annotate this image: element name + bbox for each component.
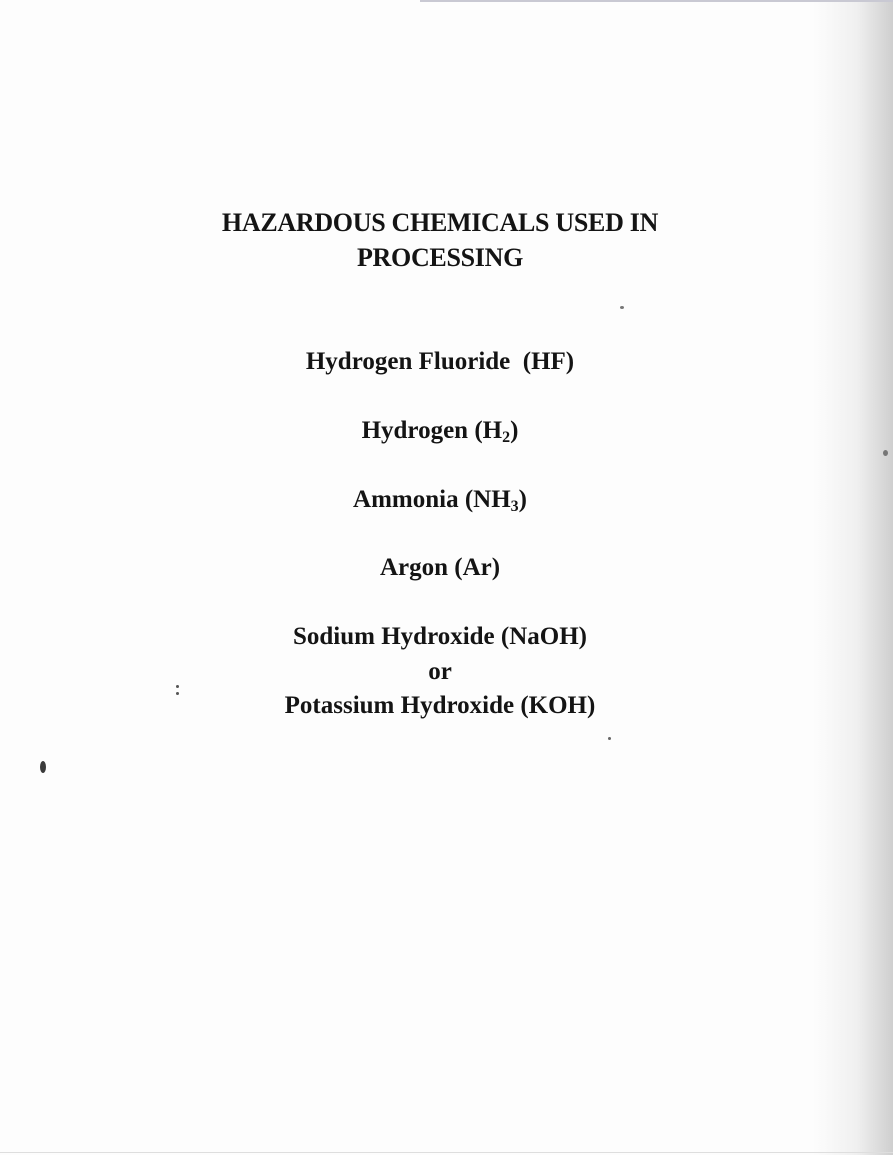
scan-speck xyxy=(883,450,888,456)
chemical-item-argon xyxy=(0,552,880,584)
page-title-line-1: HAZARDOUS CHEMICALS USED IN xyxy=(221,208,659,237)
chemical-subscript: 3 xyxy=(510,498,519,515)
chemical-item-hydrogen-fluoride xyxy=(0,346,880,378)
chemical-name: Argon (Ar) xyxy=(379,554,501,581)
chemical-name: Hydrogen (H xyxy=(361,417,503,444)
chemical-name: Ammonia (NH xyxy=(353,486,511,513)
page-title xyxy=(0,205,880,275)
scan-top-edge xyxy=(420,0,893,2)
page-title-line-2: PROCESSING xyxy=(356,243,524,272)
scan-speck xyxy=(608,737,611,740)
scan-speck xyxy=(40,761,46,773)
chemical-item-ammonia xyxy=(0,484,880,516)
chemical-item-hydrogen xyxy=(0,415,880,447)
chemical-name-tail: ) xyxy=(510,417,519,444)
chemical-name: Potassium Hydroxide (KOH) xyxy=(284,692,596,719)
chemical-name: Hydrogen Fluoride (HF) xyxy=(305,348,575,375)
chemical-item-potassium-hydroxide xyxy=(0,690,880,722)
scan-speck xyxy=(620,306,624,309)
chemical-item-sodium-hydroxide xyxy=(0,621,880,653)
chemical-name-tail: ) xyxy=(518,486,527,513)
chemical-subscript: 2 xyxy=(502,429,511,446)
alternative-connector xyxy=(0,656,880,688)
scan-bottom-edge xyxy=(0,1152,893,1153)
connector-word: or xyxy=(428,658,452,685)
chemical-name: Sodium Hydroxide (NaOH) xyxy=(292,623,588,650)
